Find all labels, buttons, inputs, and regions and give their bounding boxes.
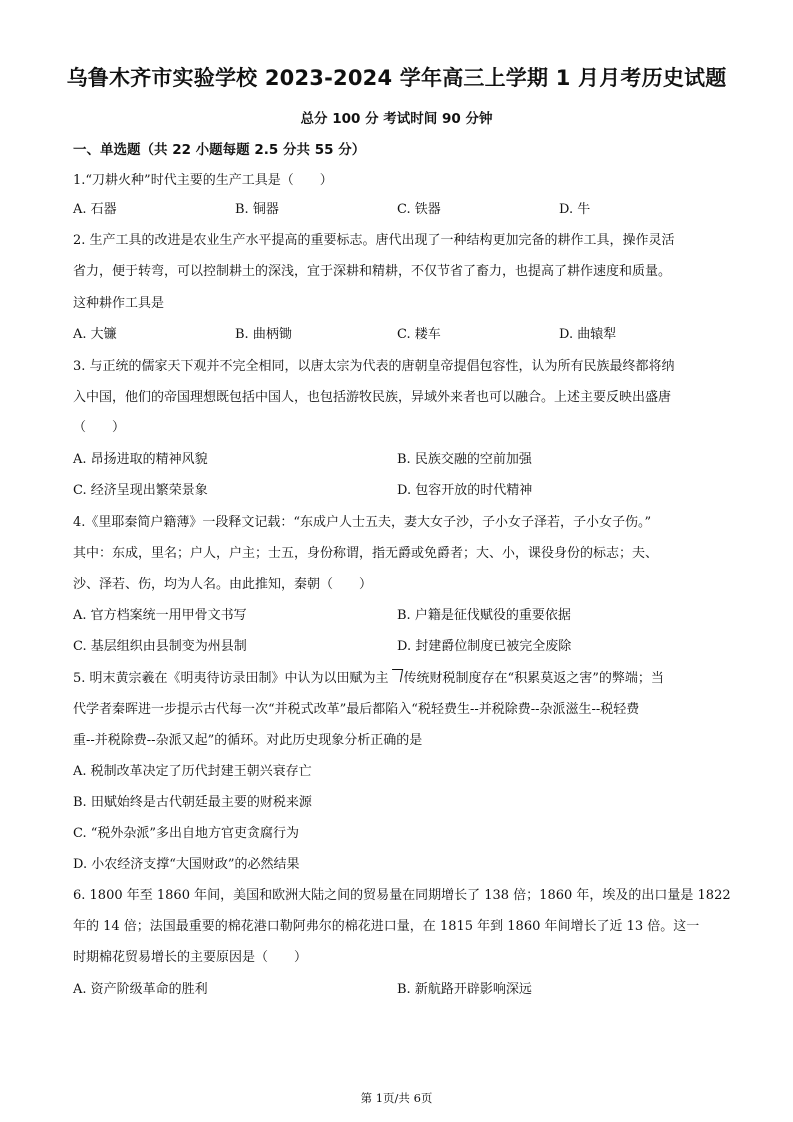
question-2-option-b: B. 曲柄锄 (235, 327, 292, 342)
page-title: 乌鲁木齐市实验学校 2023-2024 学年高三上学期 1 月月考历史试题 (66, 66, 727, 90)
question-2-stem-line-2: 省力，便于转弯，可以控制耕土的深浅，宜于深耕和精耕，不仅节省了畜力，也提高了耕作速度和质量。 (73, 264, 672, 279)
cursor-mark-icon (389, 669, 402, 682)
question-6-option-a: A. 资产阶级革命的胜利 (73, 982, 208, 997)
question-3-option-d: D. 包容开放的时代精神 (397, 483, 533, 498)
question-6-stem-line-3: 时期棉花贸易增长的主要原因是（ ） (73, 950, 308, 965)
question-5-option-c: C. “税外杂派”多出自地方官吏贪腐行为 (73, 826, 300, 841)
question-3-option-a: A. 昂扬进取的精神风貌 (73, 452, 208, 467)
question-2-option-c: C. 耧车 (397, 327, 441, 342)
question-1-option-c: C. 铁器 (397, 202, 441, 217)
question-2-option-d: D. 曲辕犁 (559, 327, 617, 342)
question-4-option-c: C. 基层组织由县制变为州县制 (73, 639, 247, 654)
question-1-option-b: B. 铜器 (235, 202, 279, 217)
question-6-stem-line-1: 6. 1800 年至 1860 年间，美国和欧洲大陆之间的贸易量在同期增长了 138 倍；1860 年，埃及的出口量是 1822 (73, 888, 731, 903)
question-5-stem-line-2: 代学者秦晖进一步提示古代每一次“并税式改革”最后都陷入“税轻费生--并税除费--杂派滋生--税轻费 (73, 702, 640, 717)
question-1-stem: 1.“刀耕火种”时代主要的生产工具是（ ） (73, 173, 333, 188)
question-1-option-d: D. 牛 (559, 202, 591, 217)
section-heading: 一、单选题（共 22 小题每题 2.5 分共 55 分） (73, 142, 366, 158)
question-4-option-d: D. 封建爵位制度已被完全废除 (397, 639, 572, 654)
question-6-stem-line-2: 年的 14 倍；法国最重要的棉花港口勒阿弗尔的棉花进口量，在 1815 年到 1860 年间增长了近 13 倍。这一 (73, 919, 700, 934)
question-5-option-b: B. 田赋始终是古代朝廷最主要的财税来源 (73, 795, 312, 810)
question-4-stem-line-2: 其中：东成，里名；户人，户主；士五，身份称谓，指无爵或免爵者；大、小，课役身份的标志；夫、 (73, 546, 659, 561)
question-2-option-a: A. 大镰 (73, 327, 117, 342)
question-5-stem-line-3: 重--并税除费--杂派又起”的循环。对此历史现象分析正确的是 (73, 733, 423, 748)
exam-info: 总分 100 分 考试时间 90 分钟 (300, 111, 493, 127)
question-3-stem-line-1: 3. 与正统的儒家天下观并不完全相同，以唐太宗为代表的唐朝皇帝提倡包容性，认为所有民族最终都将纳 (73, 359, 675, 374)
question-5-option-d: D. 小农经济支撑“大国财政”的必然结果 (73, 857, 300, 872)
question-3-option-c: C. 经济呈现出繁荣景象 (73, 483, 208, 498)
question-5-stem-line-1-part-2: 传统财税制度存在“积累莫返之害”的弊端；当 (403, 671, 664, 686)
question-4-stem-line-3: 沙、泽若、伤，均为人名。由此推知，秦朝（ ） (73, 577, 373, 592)
question-3-stem-line-2: 入中国，他们的帝国理想既包括中国人，也包括游牧民族，异域外来者也可以融合。上述主要反映出盛唐 (73, 390, 672, 405)
question-4-option-a: A. 官方档案统一用甲骨文书写 (73, 608, 247, 623)
question-5-stem-line-1-part-1: 5. 明末黄宗羲在《明夷待访录田制》中认为以田赋为主 (73, 671, 389, 686)
question-4-stem-line-1: 4.《里耶秦简户籍薄》一段释文记载：“东成户人士五夫，妻大女子沙，子小女子泽若，子小女子伤。” (73, 515, 652, 530)
question-5-option-a: A. 税制改革决定了历代封建王朝兴衰存亡 (73, 764, 312, 779)
question-2-stem-line-1: 2. 生产工具的改进是农业生产水平提高的重要标志。唐代出现了一种结构更加完备的耕作工具，操作灵活 (73, 233, 675, 248)
question-3-option-b: B. 民族交融的空前加强 (397, 452, 532, 467)
question-3-stem-line-3: （ ） (73, 420, 126, 435)
page-number: 第 1页/共 6页 (360, 1091, 433, 1105)
question-4-option-b: B. 户籍是征伐赋役的重要依据 (397, 608, 571, 623)
question-5-stem-line-1 (73, 669, 723, 688)
question-6-option-b: B. 新航路开辟影响深远 (397, 982, 532, 997)
question-2-stem-line-3: 这种耕作工具是 (73, 296, 165, 311)
question-1-option-a: A. 石器 (73, 202, 117, 217)
